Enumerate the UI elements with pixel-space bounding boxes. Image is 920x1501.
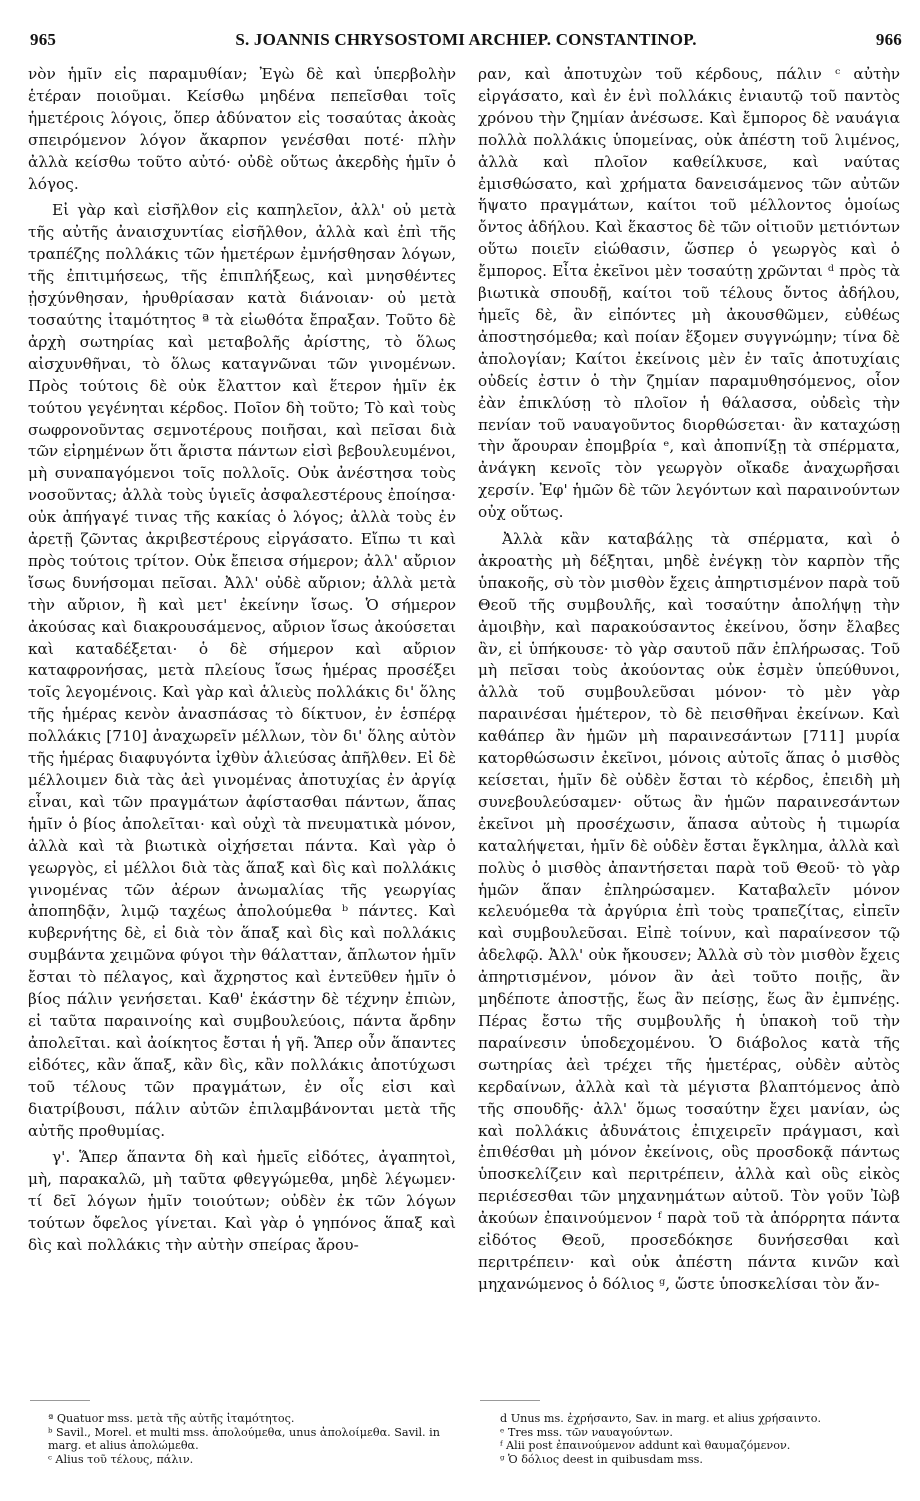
page-number-left: 965 <box>30 30 57 49</box>
paragraph: Ἀλλὰ κἂν καταβάλῃς τὰ σπέρματα, καὶ ὁ ἀκροατὴς μὴ δέξηται, μηδὲ ἐνέγκῃ τὸν καρπὸν τῆς ὑπακοῆς, σὺ τὸν μισθὸν ἔχεις ἀπηρτισμένον παρὰ τοῦ Θεοῦ τῆς συμβουλῆς, καὶ τοσαύτην ἀπολήψῃ τὴν ἀμοιβὴν, καὶ παρακούσαντος ἐκείνου, ὅσην ἔλαβες ἂν, εἰ ὑπήκουσε· τὸ γὰρ σαυτοῦ πᾶν ἐπλήρωσας. Τοῦ μὴ πεῖσαι τοὺς ἀκούοντας οὐκ ἐσμὲν ὑπεύθυνοι, ἀλλὰ τοῦ συμβουλεῦσαι μόνον· τὸ μὲν γὰρ παραινέσαι ἡμέτερον, τὸ δὲ πεισθῆναι ἐκείνων. Καὶ καθάπερ ἂν ἡμῶν μὴ παραινεσάντων [711] μυρία κατορθώσωσιν ἐκεῖνοι, μόνοις αὐτοῖς ἅπας ὁ μισθὸς κείσεται, ἡμῖν δὲ οὐδὲν ἔσται τὸ κέρδος, ἐπειδὴ μὴ συνεβουλεύσαμεν· οὕτως ἂν ἡμῶν παραινεσάντων ἐκεῖνοι μὴ προσέχωσιν, ἅπασα αὐτοὺς ἡ τιμωρία καταλήψεται, ἡμῖν δὲ οὐδὲν ἔσται ἔγκλημα, ἀλλὰ καὶ πολὺς ὁ μισθὸς ἀπαντήσεται παρὰ τοῦ Θεοῦ· τὸ γὰρ ἡμῶν ἅπαν ἐπληρώσαμεν. Καταβαλεῖν μόνον κελευόμεθα τὰ ἀργύρια ἐπὶ τοὺς τραπεζίτας, εἰπεῖν καὶ συμβουλεῦσαι. Εἰπὲ τοίνυν, καὶ παραίνεσον τῷ ἀδελφῷ. Ἀλλ' οὐκ ἤκουσεν; Ἀλλὰ σὺ τὸν μισθὸν ἔχεις ἀπηρτισμένον, μόνον ἂν ἀεὶ τοῦτο ποιῇς, ἂν μηδέποτε ἀποστῇς, ἕως ἂν πείσῃς, ἕως ἂν ἐμπνέῃς. Πέρας ἔστω τῆς συμβουλῆς ἡ ὑπακοὴ τοῦ τὴν παραίνεσιν ὑποδεχομένου. Ὁ διάβολος κατὰ τῆς σωτηρίας ἀεὶ τρέχει τῆς ἡμετέρας, οὐδὲν αὐτὸς κερδαίνων, ἀλλὰ καὶ τὰ μέγιστα βλαπτόμενος ἀπὸ τῆς σπουδῆς· ἀλλ' ὅμως τοσαύτην ἔχει μανίαν, ὡς καὶ πολλάκις ἀδυνάτοις ἐπιχειρεῖν πράγμασι, καὶ ἐπιθέσθαι μὴ μόνον ἐκείνοις, οὓς προσδοκᾷ πάντως ὑποσκελίζειν καὶ περιτρέπειν, ἀλλὰ καὶ οὓς εἰκὸς περιέσεσθαι τῶν μηχανημάτων αὐτοῦ. Τὸν γοῦν Ἰὼβ ἀκούων ἐπαινούμενον ᶠ παρὰ τοῦ τὰ ἀπόρρητα πάντα εἰδότος Θεοῦ, προσεδόκησε δυνήσεσθαι καὶ περιτρέπειν· καὶ οὐκ ἀπέστη πάντα κινῶν καὶ μηχανώμενος ὁ δόλιος ᵍ, ὥστε ὑποσκελίσαι τὸν ἄν- <box>478 530 900 1293</box>
footnotes-left <box>48 1412 448 1466</box>
footnote: ᵍ Ὁ δόλιος deest in quibusdam mss. <box>500 1452 703 1466</box>
footnote-rule-right <box>480 1400 540 1401</box>
footnotes-right <box>500 1412 910 1466</box>
footnote-rule-left <box>30 1400 90 1401</box>
running-header <box>30 30 902 54</box>
footnote: ᶠ Alii post ἐπαινούμενον addunt καὶ θαυμαζόμενον. <box>500 1439 791 1453</box>
footnote: ª Quatuor mss. μετὰ τῆς αὐτῆς ἰταμότητος. <box>48 1412 295 1425</box>
page-number-right: 966 <box>875 30 902 49</box>
running-title: S. JOANNIS CHRYSOSTOMI ARCHIEP. CONSTANTINOP. <box>235 30 697 49</box>
right-column <box>478 64 900 1301</box>
footnote: d Unus ms. ἐχρήσαντο, Sav. in marg. et alius χρήσαιντο. <box>500 1412 822 1425</box>
left-column <box>28 64 456 1262</box>
paragraph: γ'. Ἅπερ ἅπαντα δὴ καὶ ἡμεῖς εἰδότες, ἀγαπητοὶ, μὴ, παρακαλῶ, μὴ ταῦτα φθεγγώμεθα, μηδὲ λέγωμεν· τί δεῖ λόγων ἡμῖν τοιούτων; οὐδὲν ἐκ τῶν λόγων τούτων ὄφελος γίνεται. Καὶ γὰρ ὁ γηπόνος ἅπαξ καὶ δὶς καὶ πολλάκις τὴν αὐτὴν σπείρας ἄρου- <box>28 1148 456 1255</box>
paragraph: ραν, καὶ ἀποτυχὼν τοῦ κέρδους, πάλιν ᶜ αὐτὴν εἰργάσατο, καὶ ἐν ἑνὶ πολλάκις ἐνιαυτῷ τοῦ παντὸς χρόνου τὴν ζημίαν ἀνέσωσε. Καὶ ἔμπορος δὲ ναυάγια πολλὰ πολλάκις ὑπομείνας, οὐκ ἀπέστη τοῦ λιμένος, ἀλλὰ καὶ πλοῖον καθείλκυσε, καὶ ναύτας ἐμισθώσατο, καὶ χρήματα δανεισάμενος τῶν αὐτῶν ἥψατο πραγμάτων, καίτοι τοῦ μέλλοντος ὁμοίως ὄντος ἀδήλου. Καὶ ἕκαστος δὲ τῶν οἱτιοῦν μετιόντων οὕτω ποιεῖν εἰώθασιν, ὥσπερ ὁ γεωργὸς καὶ ὁ ἔμπορος. Εἶτα ἐκεῖνοι μὲν τοσαύτῃ χρῶνται ᵈ πρὸς τὰ βιωτικὰ σπουδῇ, καίτοι τοῦ τέλους ὄντος ἀδήλου, ἡμεῖς δὲ, ἂν εἰπόντες μὴ ἀκουσθῶμεν, εὐθέως ἀποστησόμεθα; καὶ ποίαν ἕξομεν συγγνώμην; τίνα δὲ ἀπολογίαν; Καίτοι ἐκείνοις μὲν ἐν ταῖς ἀποτυχίαις οὐδείς ἐστιν ὁ τὴν ζημίαν παραμυθησόμενος, οἷον ἐὰν ἐπικλύσῃ τὸ πλοῖον ἡ θάλασσα, οὐδεὶς τὴν πενίαν τοῦ ναυαγοῦντος διορθώσεται· ἂν καταχώσῃ τὴν ἄρουραν ἐπομβρία ᵉ, καὶ ἀποπνίξῃ τὰ σπέρματα, ἀνάγκη κενοῖς τὸν γεωργὸν οἴκαδε ἀναχωρῆσαι χερσίν. Ἐφ' ἡμῶν δὲ τῶν λεγόντων καὶ παραινούντων οὐχ οὕτως. <box>478 65 900 522</box>
footnote: ᵉ Tres mss. τῶν ναυαγούντων. <box>500 1425 673 1439</box>
footnote: ᵇ Savil., Morel. et multi mss. ἀπολούμεθα, unus ἀπολοίμεθα. Savil. in marg. et alius ἀπολώμεθα. <box>48 1425 440 1453</box>
footnote: ᶜ Alius τοῦ τέλους, πάλιν. <box>48 1452 194 1466</box>
paragraph: νὸν ἡμῖν εἰς παραμυθίαν; Ἐγὼ δὲ καὶ ὑπερβολὴν ἑτέραν ποιοῦμαι. Κείσθω μηδένα πεπεῖσθαι τοῖς ἡμετέροις λόγοις, ὅπερ ἀδύνατον εἰς τοσαύτας ἀκοὰς σπειρόμενον λόγον ἄκαρπον γενέσθαι ποτέ· πλὴν ἀλλὰ κείσθω τοῦτο αὐτό· οὐδὲ οὕτως ἀκερδὴς ἡμῖν ὁ λόγος. <box>28 65 456 193</box>
paragraph: Εἰ γὰρ καὶ εἰσῆλθον εἰς καπηλεῖον, ἀλλ' οὐ μετὰ τῆς αὐτῆς ἀναισχυντίας εἰσῆλθον, ἀλλὰ καὶ ἐπὶ τῆς τραπέζης πολλάκις τῶν ἡμετέρων ἐμνήσθησαν λόγων, τῆς ἐπιτιμήσεως, τῆς ἐπιπλήξεως, καὶ μνησθέντες ᾐσχύνθησαν, ἠρυθρίασαν κατὰ διάνοιαν· οὐ μετὰ τοσαύτης ἰταμότητος ª τὰ εἰωθότα ἔπραξαν. Τοῦτο δὲ ἀρχὴ σωτηρίας καὶ μεταβολῆς ἀρίστης, τὸ ὅλως αἰσχυνθῆναι, τὸ ὅλως καταγνῶναι τῶν γινομένων. Πρὸς τούτοις δὲ οὐκ ἔλαττον καὶ ἕτερον ἡμῖν ἐκ τούτου γεγένηται κέρδος. Ποῖον δὴ τοῦτο; Τὸ καὶ τοὺς σωφρονοῦντας σεμνοτέρους ποιῆσαι, καὶ πεῖσαι διὰ τῶν εἰρημένων ὅτι ἄριστα πάντων εἰσὶ βεβουλευμένοι, μὴ συναπαγόμενοι τοῖς πολλοῖς. Οὐκ ἀνέστησα τοὺς νοσοῦντας; ἀλλὰ τοὺς ὑγιεῖς ἀσφαλεστέρους ἐποίησα· οὐκ ἀπήγαγέ τινας τῆς κακίας ὁ λόγος; ἀλλὰ τοὺς ἐν ἀρετῇ ζῶντας ἀκριβεστέρους εἰργάσατο. Εἴπω τι καὶ πρὸς τούτοις τρίτον. Οὐκ ἔπεισα σήμερον; ἀλλ' αὔριον ἴσως δυνήσομαι πεῖσαι. Ἀλλ' οὐδὲ αὔριον; ἀλλὰ μετὰ τὴν αὔριον, ἢ καὶ μετ' ἐκείνην ἴσως. Ὁ σήμερον ἀκούσας καὶ διακρουσάμενος, αὔριον ἴσως ἀκούσεται καὶ καταδέξεται· ὁ δὲ σήμερον καὶ αὔριον καταφρονήσας, μετὰ πλείους ἴσως ἡμέρας προσέξει τοῖς λεγομένοις. Καὶ γὰρ καὶ ἁλιεὺς πολλάκις δι' ὅλης τῆς ἡμέρας κενὸν ἀνασπάσας τὸ δίκτυον, ἐν ἑσπέρᾳ πολλάκις [710] ἀναχωρεῖν μέλλων, τὸν δι' ὅλης αὐτὸν τῆς ἡμέρας διαφυγόντα ἰχθὺν ἁλιεύσας ἀπῆλθεν. Εἰ δὲ μέλλοιμεν διὰ τὰς ἀεὶ γινομένας ἀποτυχίας ἐν ἀργίᾳ εἶναι, καὶ τῶν πραγμάτων ἀφίστασθαι πάντων, ἅπας ἡμῖν ὁ βίος ἀπολεῖται· καὶ οὐχὶ τὰ πνευματικὰ μόνον, ἀλλὰ καὶ τὰ βιωτικὰ οἰχήσεται πάντα. Καὶ γὰρ ὁ γεωργὸς, εἰ μέλλοι διὰ τὰς ἅπαξ καὶ δὶς καὶ πολλάκις γινομένας τῶν ἀέρων ἀνωμαλίας τῆς γεωργίας ἀποπηδᾷν, λιμῷ ταχέως ἀπολούμεθα ᵇ πάντες. Καὶ κυβερνήτης δὲ, εἰ διὰ τὸν ἅπαξ καὶ δὶς καὶ πολλάκις συμβάντα χειμῶνα φύγοι τὴν θάλατταν, ἄπλωτον ἡμῖν ἔσται τὸ πέλαγος, καὶ ἄχρηστος καὶ ἐντεῦθεν ἡμῖν ὁ βίος πάλιν γενήσεται. Καθ' ἑκάστην δὲ τέχνην ἐπιὼν, εἰ ταῦτα παραινοίης καὶ συμβουλεύοις, πάντα ἄρδην ἀπολεῖται. καὶ ἀοίκητος ἔσται ἡ γῆ. Ἅπερ οὖν ἅπαντες εἰδότες, κἂν ἅπαξ, κἂν δὶς, κἂν πολλάκις ἀποτύχωσι τοῦ τέλους τῶν πραγμάτων, ἐν οἷς εἰσι καὶ διατρίβουσι, πάλιν αὐτῶν ἐπιλαμβάνονται μετὰ τῆς αὐτῆς προθυμίας. <box>28 201 456 1140</box>
